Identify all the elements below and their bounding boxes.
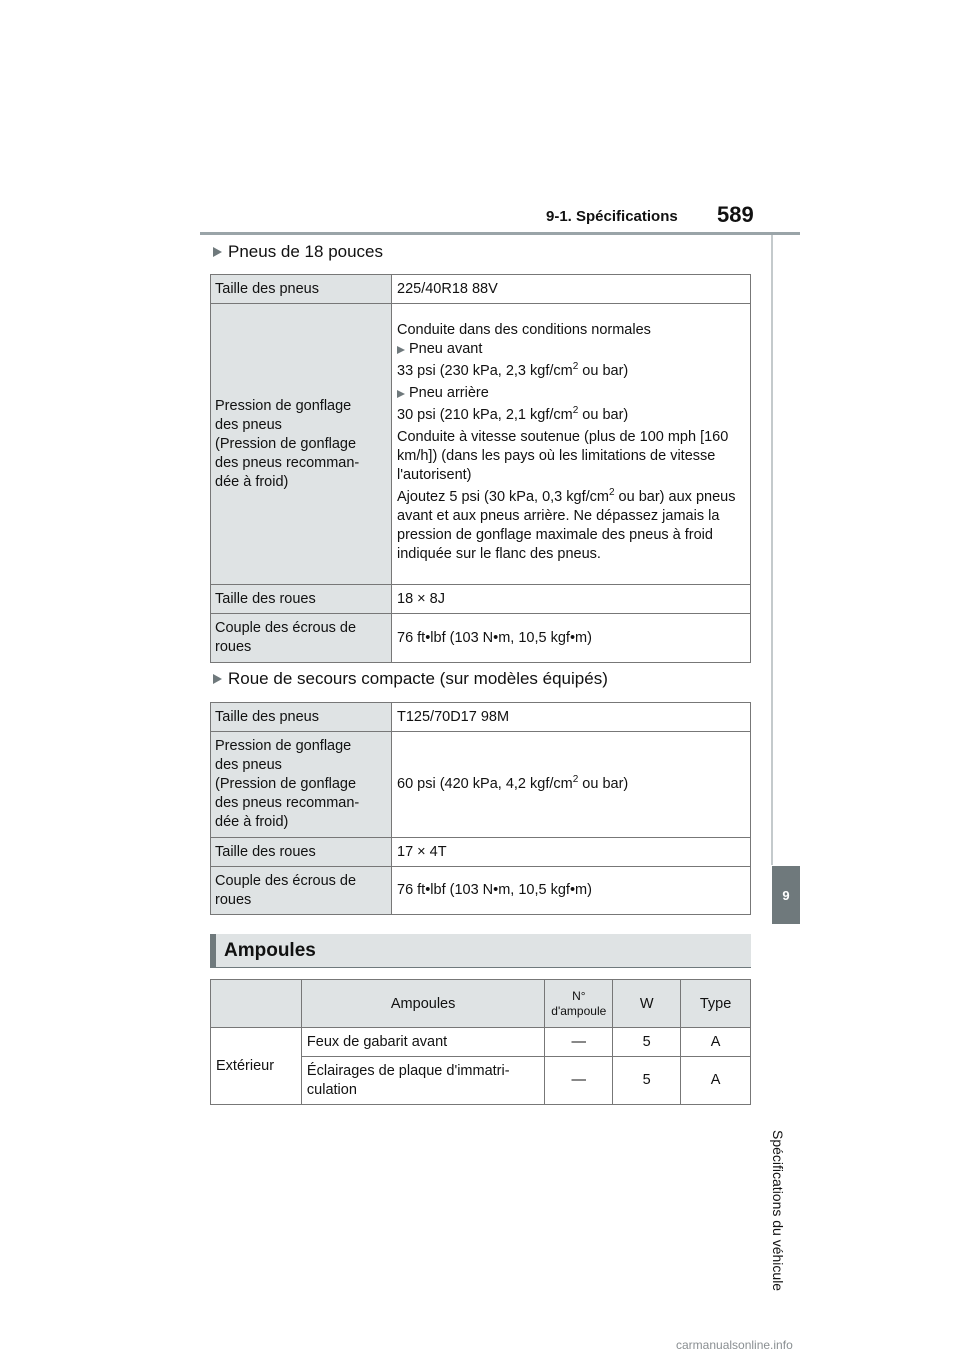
row-label: Taille des roues [211, 838, 392, 867]
row-value: 60 psi (420 kPa, 4,2 kgf/$cm^2$ ou bar) [392, 732, 751, 838]
table-row [211, 614, 751, 663]
normal-conditions: Conduite dans des conditions normales [397, 322, 651, 338]
bulb-type: A [681, 1057, 751, 1105]
row-value: T125/70D17 98M [392, 703, 751, 732]
rear-tire-label: Pneu arrière [397, 384, 745, 403]
tires18-heading [213, 242, 383, 262]
row-value [392, 304, 751, 585]
triangle-bullet-icon [397, 346, 405, 354]
sustained-speed: Conduite à vitesse soutenue (plus de 100 mph [160 km/h]) (dans les pays où les limitations de vitesse l'autorisent) [397, 429, 729, 483]
bulb-watt: 5 [613, 1057, 681, 1105]
table-row [211, 1028, 751, 1057]
row-value: 17 × 4T [392, 838, 751, 867]
row-label: Taille des pneus [211, 275, 392, 304]
page-number: 589 [717, 202, 754, 227]
table-row [211, 703, 751, 732]
row-label: Taille des pneus [211, 703, 392, 732]
front-tire-label: Pneu avant [397, 340, 745, 359]
tires18-heading-text: Pneus de 18 pouces [228, 242, 384, 261]
front-tire-value: 33 psi (230 kPa, 2,3 kgf/$cm^2$ ou bar) [397, 361, 629, 379]
bulb-name: Feux de gabarit avant [301, 1028, 544, 1057]
chapter-title: Spécifications du véhicule [770, 1130, 786, 1292]
bulb-name: Éclairages de plaque d'immatri- culation [301, 1057, 544, 1105]
table-row [211, 275, 751, 304]
chapter-tab[interactable] [772, 866, 800, 924]
row-value: 225/40R18 88V [392, 275, 751, 304]
spare-heading-text: Roue de secours compacte (sur modèles équipés) [228, 669, 608, 688]
triangle-bullet-icon [213, 674, 222, 684]
tires18-table [210, 274, 751, 663]
header-bulbs: Ampoules [301, 980, 544, 1028]
bulb-type: A [681, 1028, 751, 1057]
row-value: 18 × 8J [392, 585, 751, 614]
table-header-row [211, 980, 751, 1028]
spare-table [210, 702, 751, 915]
header-divider [200, 232, 800, 235]
header-bulb-number: N° d'ampoule [545, 980, 613, 1028]
bulb-number: — [545, 1057, 613, 1105]
row-value: 76 ft•lbf (103 N•m, 10,5 kgf•m) [392, 614, 751, 663]
header-empty [211, 980, 302, 1028]
row-label: Couple des écrous de roues [211, 867, 392, 915]
bulb-watt: 5 [613, 1028, 681, 1057]
chapter-number: 9 [782, 887, 790, 903]
section-title: 9-1. Spécifications [546, 208, 678, 225]
side-divider [771, 235, 773, 865]
table-row [211, 732, 751, 838]
rear-tire-value: 30 psi (210 kPa, 2,1 kgf/$cm^2$ ou bar) [397, 405, 629, 423]
header-watt: W [613, 980, 681, 1028]
table-row [211, 585, 751, 614]
row-label: Taille des roues [211, 585, 392, 614]
triangle-bullet-icon [397, 390, 405, 398]
table-row [211, 867, 751, 915]
table-row [211, 304, 751, 585]
row-label: Pression de gonflage des pneus (Pression de gonflage des pneus recomman- dée à froid) [211, 732, 392, 838]
bulbs-table [210, 979, 751, 1105]
bulb-number: — [545, 1028, 613, 1057]
spare-heading [213, 669, 608, 689]
row-label: Pression de gonflage des pneus (Pression de gonflage des pneus recomman- dée à froid) [211, 304, 392, 585]
watermark: carmanualsonline.info [676, 1338, 793, 1352]
pressure-advice: Ajoutez 5 psi (30 kPa, 0,3 kgf/$cm^2$ ou bar) aux pneus avant et aux pneus arrière. Ne dépassez jamais la pression de gonflage maximale des pneus à froid indiquée sur le flanc des pneus. [397, 487, 736, 562]
header-type: Type [681, 980, 751, 1028]
table-row [211, 838, 751, 867]
row-value: 76 ft•lbf (103 N•m, 10,5 kgf•m) [392, 867, 751, 915]
group-label: Extérieur [211, 1028, 302, 1105]
bulbs-section-heading: Ampoules [210, 934, 751, 968]
row-label: Couple des écrous de roues [211, 614, 392, 663]
triangle-bullet-icon [213, 247, 222, 257]
